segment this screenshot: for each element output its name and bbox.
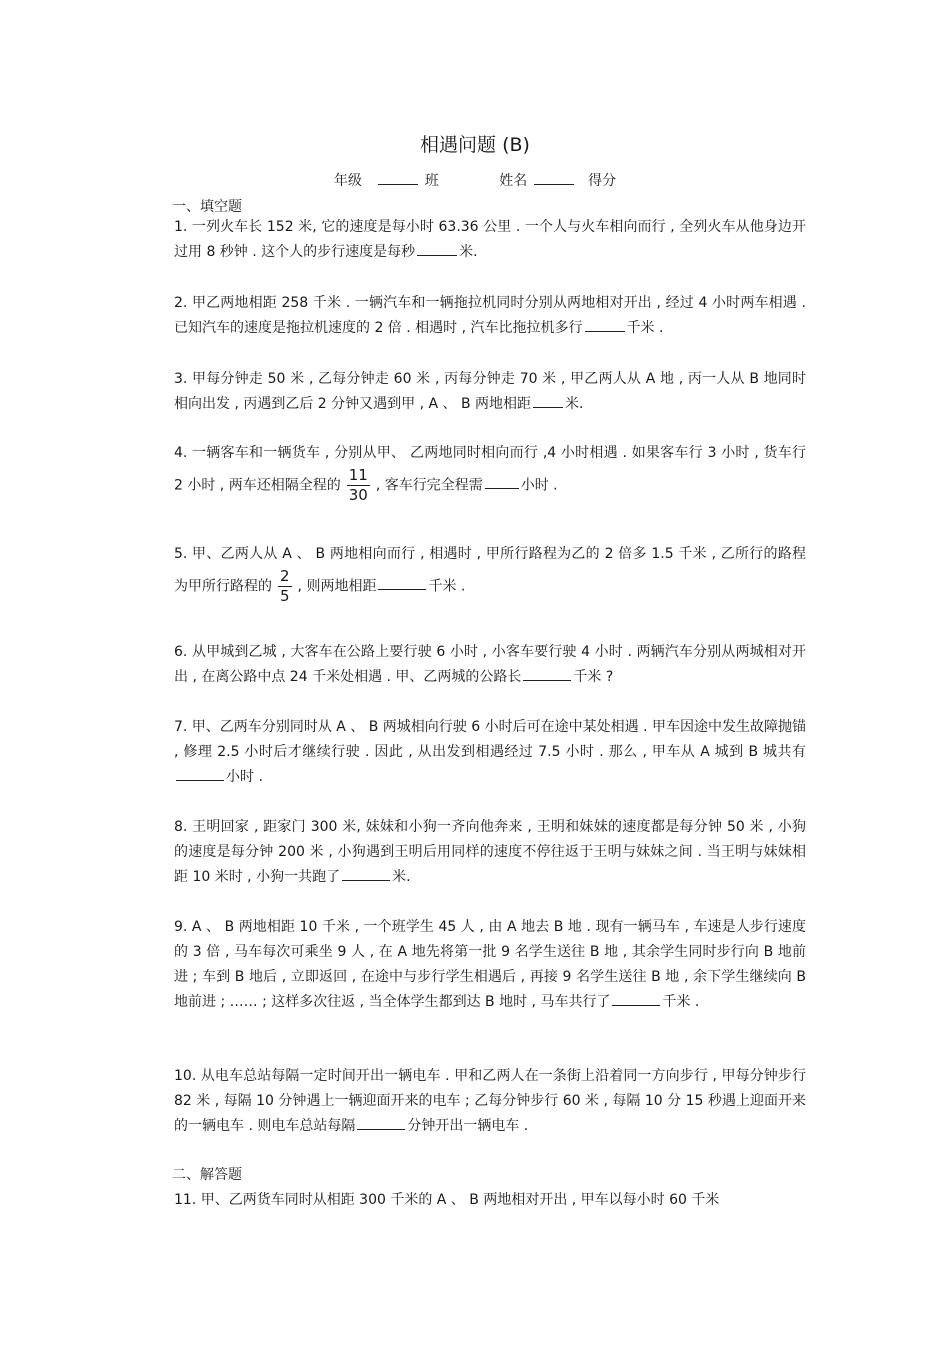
q6-unit: 千米 ?	[573, 669, 614, 685]
student-info-line	[0, 170, 950, 190]
q5-fraction	[278, 567, 292, 606]
question-1	[144, 215, 806, 265]
question-11	[144, 1188, 806, 1213]
grade-label: 年级	[333, 173, 362, 189]
q5-denominator: 5	[280, 586, 290, 605]
question-10	[144, 1064, 806, 1139]
q7-text: 7. 甲、乙两车分别同时从 A 、 B 两城相向行驶 6 小时后可在途中某处相遇 . 甲车因途中发生故障抛锚 , 修理 2.5 小时后才继续行驶 . 因此 , 从出发到相遇经过 7.5 小时 . 那么 , 甲车从 A 城到 B 城共有	[174, 719, 806, 760]
q4-text: 4. 一辆客车和一辆货车 , 分别从甲、 乙两地同时相向而行 ,4 小时相遇 . 如果客车行 3 小时 , 货车行 2 小时 , 两车还相隔全程的	[174, 445, 806, 494]
q3-blank	[533, 393, 563, 408]
section-answer: 二、解答题	[172, 1167, 242, 1183]
q5-numerator: 2	[280, 567, 290, 585]
q2-unit: 千米 .	[626, 320, 664, 336]
q8-unit: 米.	[392, 869, 411, 885]
q6-blank	[523, 666, 571, 681]
question-6	[144, 640, 806, 690]
q3-unit: 米.	[565, 396, 584, 412]
q9-text: 9. A 、 B 两地相距 10 千米 , 一个班学生 45 人 , 由 A 地去 B 地 . 现有一辆马车 , 车速是人步行速度的 3 倍 , 马车每次可乘坐 9 人 , 在 A 地先将第一批 9 名学生送往 B 地 , 其余学生同时步行向 B 地前进 ; 车到 B 地后 , 立即返回 , 在途中与步行学生相遇后 , 再接 9 名学生送往 B 地 , 余下学生继续向 B 地前进 ; …… ; 这样多次往返 , 当全体学生都到达 B 地时 , 马车共行了	[174, 919, 806, 1010]
q1-blank	[417, 241, 457, 256]
name-blank	[534, 170, 574, 185]
q4-blank	[485, 474, 519, 489]
q2-text: 2. 甲乙两地相距 258 千米 . 一辆汽车和一辆拖拉机同时分别从两地相对开出 , 经过 4 小时两车相遇 . 已知汽车的速度是拖拉机速度的 2 倍 . 相遇时 , 汽车比拖拉机多行	[174, 295, 806, 336]
question-3	[144, 367, 806, 417]
q7-blank	[176, 766, 224, 781]
q5-unit: 千米 .	[428, 578, 466, 595]
q10-unit: 分钟开出一辆电车 .	[407, 1118, 529, 1134]
q5-text: 5. 甲、乙两人从 A 、 B 两地相向而行 , 相遇时 , 甲所行路程为乙的 2 倍多 1.5 千米 , 乙所行的路程为甲所行路程的	[174, 546, 806, 595]
question-4	[144, 441, 806, 505]
q9-unit: 千米 .	[662, 994, 700, 1010]
q1-unit: 米.	[459, 244, 478, 260]
question-2	[144, 291, 806, 341]
question-5	[144, 542, 806, 606]
q4-numerator: 11	[348, 466, 368, 484]
q4-denominator: 30	[348, 485, 368, 504]
q11-text: 11. 甲、乙两货车同时从相距 300 千米的 A 、 B 两地相对开出 , 甲车以每小时 60 千米	[174, 1192, 720, 1208]
q8-text: 8. 王明回家 , 距家门 300 米, 妹妹和小狗一齐向他奔来 , 王明和妹妹的速度都是每分钟 50 米 , 小狗的速度是每分钟 200 米 , 小狗遇到王明后用同样的速度不停往返于王明与妹妹之间 . 当王明与妹妹相距 10 米时 , 小狗一共跑了	[174, 819, 806, 885]
q6-text: 6. 从甲城到乙城 , 大客车在公路上要行驶 6 小时 , 小客车要行驶 4 小时 . 两辆汽车分别从两城相对开出 , 在离公路中点 24 千米处相遇 . 甲、乙两城的公路长	[174, 644, 806, 685]
page-title: 相遇问题 (B)	[420, 134, 530, 156]
q10-text: 10. 从电车总站每隔一定时间开出一辆电车 . 甲和乙两人在一条街上沿着同一方向步行 , 甲每分钟步行 82 米 , 每隔 10 分钟遇上一辆迎面开来的电车 ; 乙每分钟步行 60 米 , 每隔 10 分 15 秒遇上迎面开来的一辆电车 . 则电车总站每隔	[174, 1068, 806, 1134]
q4-unit: 小时 .	[520, 477, 558, 494]
question-8	[144, 815, 806, 890]
q1-text: 1. 一列火车长 152 米, 它的速度是每小时 63.36 公里 . 一个人与火车相向而行 , 全列火车从他身边开过用 8 秒钟 . 这个人的步行速度是每秒	[174, 219, 806, 260]
q5-blank	[378, 575, 426, 590]
class-label: 班	[424, 173, 439, 189]
q3-text: 3. 甲每分钟走 50 米 , 乙每分钟走 60 米 , 丙每分钟走 70 米 , 甲乙两人从 A 地 , 丙一人从 B 地同时相向出发 , 丙遇到乙后 2 分钟又遇到甲 , A 、 B 两地相距	[174, 371, 806, 412]
q10-blank	[357, 1115, 405, 1130]
q4-fraction	[347, 466, 370, 505]
q4-text-2: , 客车行完全程需	[375, 477, 483, 494]
q2-blank	[585, 317, 625, 332]
q9-blank	[612, 991, 660, 1006]
score-label: 得分	[588, 173, 617, 189]
question-9	[144, 915, 806, 1015]
question-7	[144, 715, 806, 790]
q5-text-2: , 则两地相距	[297, 578, 377, 595]
section-fill-blank: 一、填空题	[172, 199, 242, 215]
class-blank	[378, 170, 418, 185]
name-label: 姓名	[499, 173, 528, 189]
q8-blank	[342, 866, 390, 881]
q7-unit: 小时 .	[226, 769, 263, 785]
